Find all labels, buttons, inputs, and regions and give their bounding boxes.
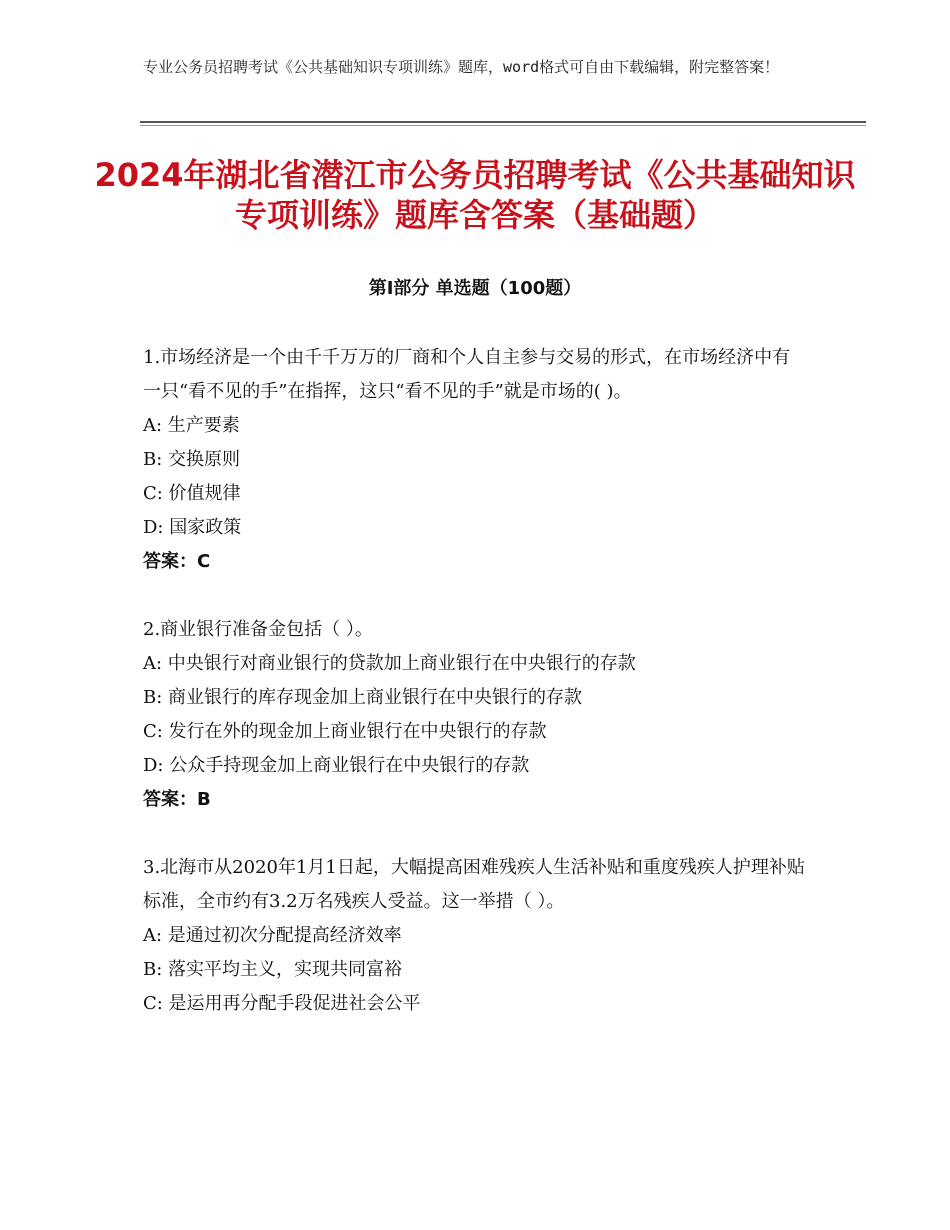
option-b: B: 交换原则 <box>143 449 241 470</box>
option-c: C: 发行在外的现金加上商业银行在中央银行的存款 <box>143 721 547 742</box>
spacer <box>143 817 808 851</box>
answer: 答案：B <box>143 789 211 810</box>
header-note: 专业公务员招聘考试《公共基础知识专项训练》题库，word格式可自由下载编辑，附完整答案！ <box>143 58 780 76</box>
option-c: C: 价值规律 <box>143 483 241 504</box>
question-stem: 2.商业银行准备金包括（ ）。 <box>143 619 373 640</box>
option-a: A: 是通过初次分配提高经济效率 <box>143 925 402 946</box>
question-item <box>143 613 808 817</box>
question-stem: 3.北海市从2020年1月1日起，大幅提高困难残疾人生活补贴和重度残疾人护理补贴标准，全市约有3.2万名残疾人受益。这一举措（ ）。 <box>143 857 805 912</box>
question-list <box>143 341 808 1021</box>
header-divider <box>140 121 866 123</box>
option-b: B: 商业银行的库存现金加上商业银行在中央银行的存款 <box>143 687 583 708</box>
answer: 答案：C <box>143 551 211 572</box>
option-a: A: 生产要素 <box>143 415 240 436</box>
question-item <box>143 851 808 1021</box>
document-title: 2024年湖北省潜江市公务员招聘考试《公共基础知识专项训练》题库含答案（基础题） <box>94 156 856 234</box>
question-item <box>143 341 808 579</box>
option-d: D: 国家政策 <box>143 517 242 538</box>
option-a: A: 中央银行对商业银行的贷款加上商业银行在中央银行的存款 <box>143 653 636 674</box>
question-stem: 1.市场经济是一个由千千万万的厂商和个人自主参与交易的形式，在市场经济中有一只“看不见的手”在指挥，这只“看不见的手”就是市场的( )。 <box>143 347 791 402</box>
option-d: D: 公众手持现金加上商业银行在中央银行的存款 <box>143 755 530 776</box>
option-c: C: 是运用再分配手段促进社会公平 <box>143 993 421 1014</box>
option-b: B: 落实平均主义，实现共同富裕 <box>143 959 403 980</box>
header-divider-thin <box>140 125 866 126</box>
spacer <box>143 579 808 613</box>
section-title: 第Ⅰ部分 单选题（100题） <box>368 278 582 299</box>
